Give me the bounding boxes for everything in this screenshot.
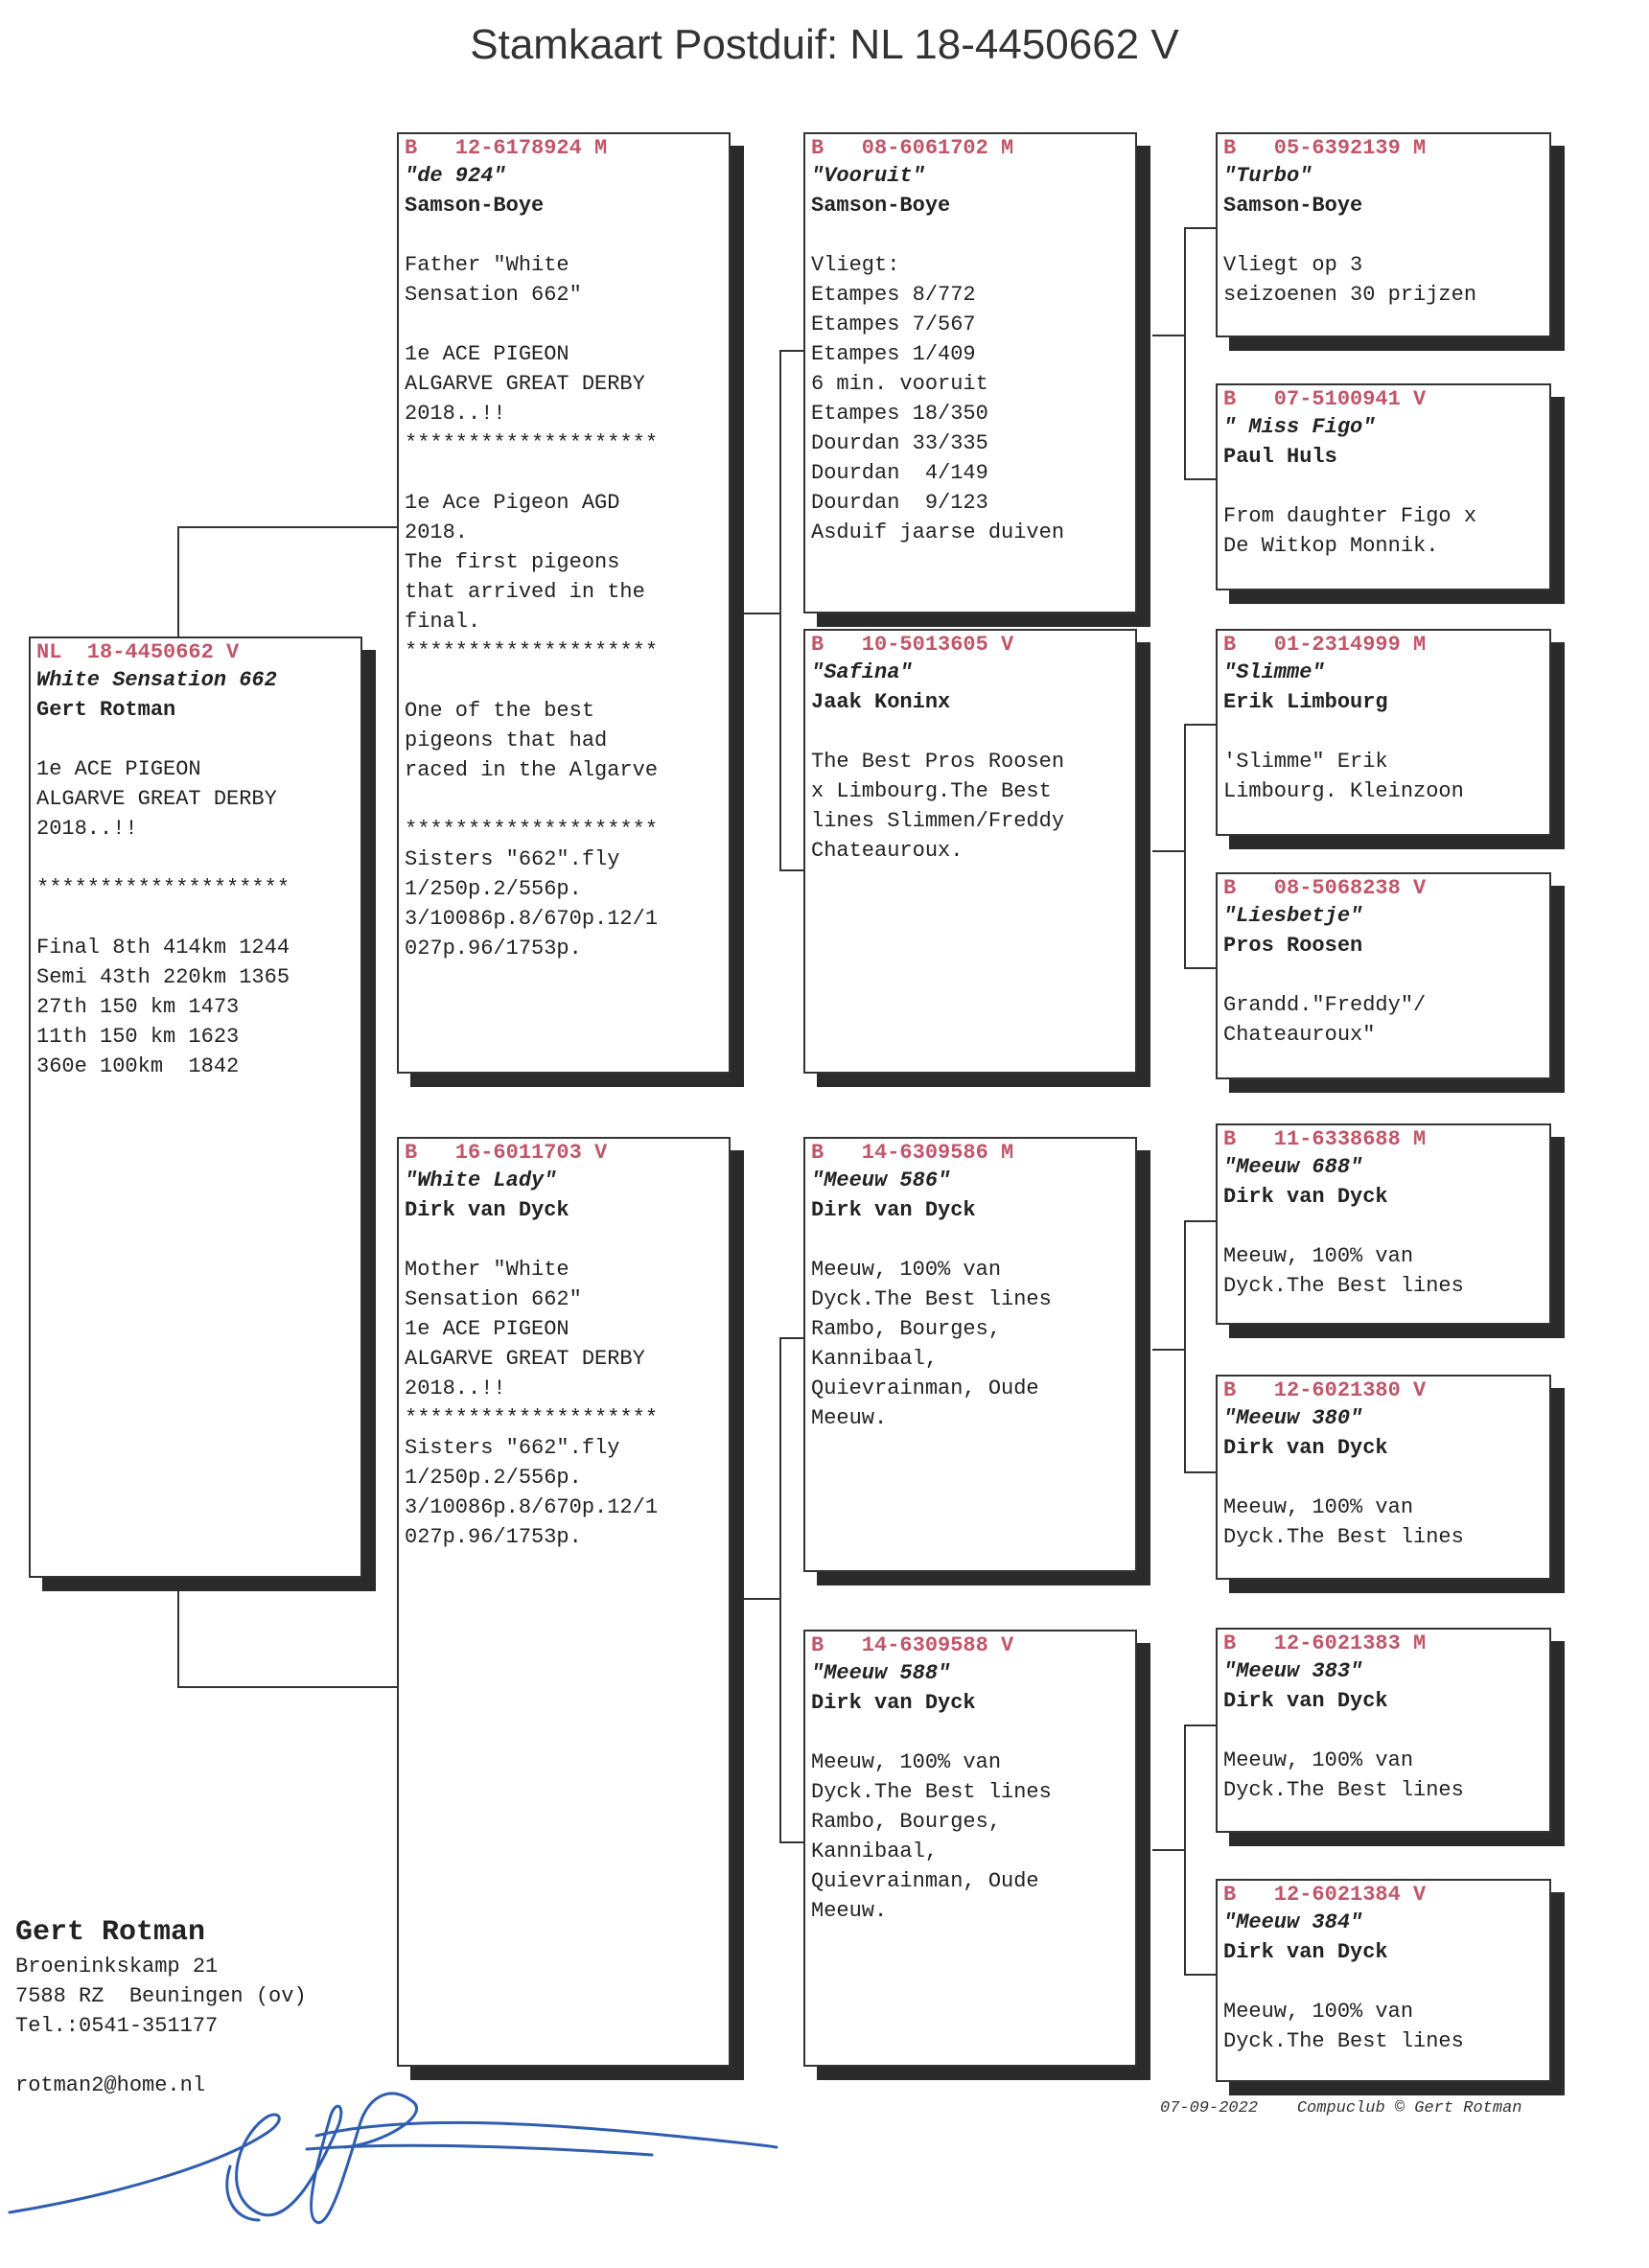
ring-number: B 12-6021383 M <box>1223 1632 1427 1655</box>
pigeon-name: "Meeuw 588" <box>811 1661 951 1685</box>
pigeon-owner: Paul Huls <box>1223 445 1337 469</box>
ring-number: NL 18-4450662 V <box>36 640 240 664</box>
pigeon-card-mother[interactable] <box>397 1137 731 2067</box>
pigeon-info: Vliegt: Etampes 8/772 Etampes 7/567 Etampes 1/409 6 min. vooruit Etampes 18/350 Dourdan 33/335 Dourdan 4/149 Dourdan 9/123 Asduif jaarse duiven <box>811 253 1065 544</box>
pigeon-name: "Liesbetje" <box>1223 904 1363 928</box>
pigeon-owner: Gert Rotman <box>36 698 176 722</box>
page-title: Stamkaart Postduif: NL 18-4450662 V <box>470 21 1179 68</box>
pigeon-name: "Meeuw 688" <box>1223 1155 1363 1179</box>
connector-mother-mf <box>744 1338 803 1599</box>
pigeon-card-mmm[interactable] <box>1216 1879 1551 2082</box>
owner-email-link[interactable]: rotman2@home.nl <box>15 2073 206 2097</box>
pigeon-owner: Dirk van Dyck <box>1223 1940 1388 1964</box>
pigeon-owner: Dirk van Dyck <box>1223 1185 1388 1209</box>
ring-number: B 07-5100941 V <box>1223 387 1427 411</box>
copyright-credit: Compuclub © Gert Rotman <box>1296 2099 1522 2118</box>
pigeon-name: "White Lady" <box>405 1169 557 1192</box>
pigeon-name: "Safina" <box>811 660 913 684</box>
pigeon-name: "Meeuw 586" <box>811 1169 951 1192</box>
connector-mm-mmf <box>1152 1725 1216 1850</box>
pigeon-info: Mother "White Sensation 662" 1e ACE PIGEON ALGARVE GREAT DERBY 2018..!! ******************** Sisters "662".fly 1/250p.2/556p. 3/10086p.8/670p.12/1 027p.96/1753p. <box>405 1258 659 1549</box>
pigeon-name: "Turbo" <box>1223 164 1312 188</box>
pigeon-info: Vliegt op 3 seizoenen 30 prijzen <box>1223 253 1477 307</box>
ring-number: B 05-6392139 M <box>1223 136 1427 160</box>
pigeon-owner: Samson-Boye <box>405 194 545 218</box>
pigeon-owner: Samson-Boye <box>1223 194 1363 218</box>
pigeon-name: "Vooruit" <box>811 164 925 188</box>
pigeon-owner: Dirk van Dyck <box>1223 1689 1388 1713</box>
ring-number: B 14-6309588 V <box>811 1633 1014 1657</box>
pigeon-card-father[interactable] <box>397 132 731 1074</box>
ring-number: B 01-2314999 M <box>1223 633 1427 657</box>
pigeon-name: "Meeuw 384" <box>1223 1910 1363 1934</box>
connector-mf-mff <box>1152 1221 1216 1350</box>
connector-fm-fmf <box>1152 725 1216 851</box>
pigeon-owner: Dirk van Dyck <box>811 1198 976 1222</box>
pigeon-card-mm[interactable] <box>803 1630 1137 2067</box>
pigeon-card-fm[interactable] <box>803 629 1137 1074</box>
pigeon-info: Father "White Sensation 662" 1e ACE PIGEON ALGARVE GREAT DERBY 2018..!! ******************** 1e Ace Pigeon AGD 2018. The first pigeons that arrived in the final. ******************** One of the best pigeons that had raced in the Algarve ******************** Sisters "662".fly 1/250p.2/556p. 3/10086p.8/670p.12/1 027p.96/1753p. <box>405 253 659 960</box>
pigeon-card-mf[interactable] <box>803 1137 1137 1572</box>
pigeon-owner: Dirk van Dyck <box>405 1198 569 1222</box>
ring-number: B 10-5013605 V <box>811 633 1014 657</box>
pigeon-name: "Meeuw 380" <box>1223 1406 1363 1430</box>
owner-address-line: 7588 RZ Beuningen (ov) <box>15 1984 307 2008</box>
pigeon-owner: Dirk van Dyck <box>1223 1436 1388 1460</box>
connector-subject-mother <box>178 1591 397 1687</box>
pigeon-card-fmm[interactable] <box>1216 872 1551 1079</box>
owner-address-line: Broeninkskamp 21 <box>15 1955 219 1979</box>
handwritten-signature <box>0 2051 786 2253</box>
owner-name: Gert Rotman <box>15 1916 206 1949</box>
print-footer <box>1160 2099 1521 2118</box>
connector-fm-fmm <box>1185 851 1216 968</box>
ring-number: B 11-6338688 M <box>1223 1127 1427 1151</box>
ring-number: B 12-6178924 M <box>405 136 608 160</box>
pigeon-owner: Samson-Boye <box>811 194 951 218</box>
connector-father-ff <box>744 351 803 613</box>
pigeon-card-ffm[interactable] <box>1216 383 1551 590</box>
pigeon-info: Meeuw, 100% van Dyck.The Best lines <box>1223 1748 1464 1802</box>
pigeon-owner: Dirk van Dyck <box>811 1691 976 1715</box>
pigeon-card-mff[interactable] <box>1216 1123 1551 1325</box>
pigeon-name: White Sensation 662 <box>36 668 277 692</box>
ring-number: B 12-6021384 V <box>1223 1883 1427 1907</box>
connector-mother-mm <box>780 1599 803 1842</box>
pigeon-card-fmf[interactable] <box>1216 629 1551 836</box>
pigeon-info: From daughter Figo x De Witkop Monnik. <box>1223 504 1477 558</box>
pigeon-info: 'Slimme" Erik Limbourg. Kleinzoon <box>1223 750 1464 803</box>
pigeon-card-ff[interactable] <box>803 132 1137 613</box>
connector-mm-mmm <box>1185 1850 1216 1975</box>
pigeon-card-subject[interactable] <box>29 636 362 1578</box>
connector-mf-mfm <box>1185 1350 1216 1472</box>
pigeon-name: "Meeuw 383" <box>1223 1659 1363 1683</box>
pigeon-owner: Erik Limbourg <box>1223 690 1388 714</box>
owner-phone: Tel.:0541-351177 <box>15 2014 219 2038</box>
pigeon-card-mfm[interactable] <box>1216 1375 1551 1580</box>
pigeon-info: 1e ACE PIGEON ALGARVE GREAT DERBY 2018..!! ******************** Final 8th 414km 1244 Semi 43th 220km 1365 27th 150 km 1473 11th 150 km 1623 360e 100km 1842 <box>36 757 290 1078</box>
pigeon-info: Grandd."Freddy"/ Chateauroux" <box>1223 993 1427 1047</box>
ring-number: B 12-6021380 V <box>1223 1378 1427 1402</box>
connector-subject-father <box>178 527 397 638</box>
pigeon-card-mmf[interactable] <box>1216 1628 1551 1833</box>
ring-number: B 16-6011703 V <box>405 1141 608 1165</box>
pigeon-owner: Jaak Koninx <box>811 690 951 714</box>
pigeon-info: The Best Pros Roosen x Limbourg.The Best lines Slimmen/Freddy Chateauroux. <box>811 750 1065 863</box>
pigeon-info: Meeuw, 100% van Dyck.The Best lines <box>1223 1244 1464 1298</box>
pigeon-name: "Slimme" <box>1223 660 1325 684</box>
pigeon-info: Meeuw, 100% van Dyck.The Best lines <box>1223 2000 1464 2053</box>
pigeon-owner: Pros Roosen <box>1223 934 1363 958</box>
ring-number: B 08-5068238 V <box>1223 876 1427 900</box>
connector-ff-fff <box>1152 228 1216 336</box>
ring-number: B 14-6309586 M <box>811 1141 1014 1165</box>
pigeon-info: Meeuw, 100% van Dyck.The Best lines Rambo, Bourges, Kannibaal, Quievrainman, Oude Meeuw. <box>811 1258 1052 1430</box>
pigeon-name: " Miss Figo" <box>1223 415 1376 439</box>
connector-ff-ffm <box>1185 336 1216 479</box>
connector-father-fm <box>780 613 803 870</box>
pigeon-name: "de 924" <box>405 164 506 188</box>
pigeon-card-fff[interactable] <box>1216 132 1551 337</box>
print-date: 07-09-2022 <box>1160 2099 1259 2118</box>
pigeon-info: Meeuw, 100% van Dyck.The Best lines <box>1223 1495 1464 1549</box>
pigeon-info: Meeuw, 100% van Dyck.The Best lines Rambo, Bourges, Kannibaal, Quievrainman, Oude Meeuw. <box>811 1750 1052 1923</box>
ring-number: B 08-6061702 M <box>811 136 1014 160</box>
